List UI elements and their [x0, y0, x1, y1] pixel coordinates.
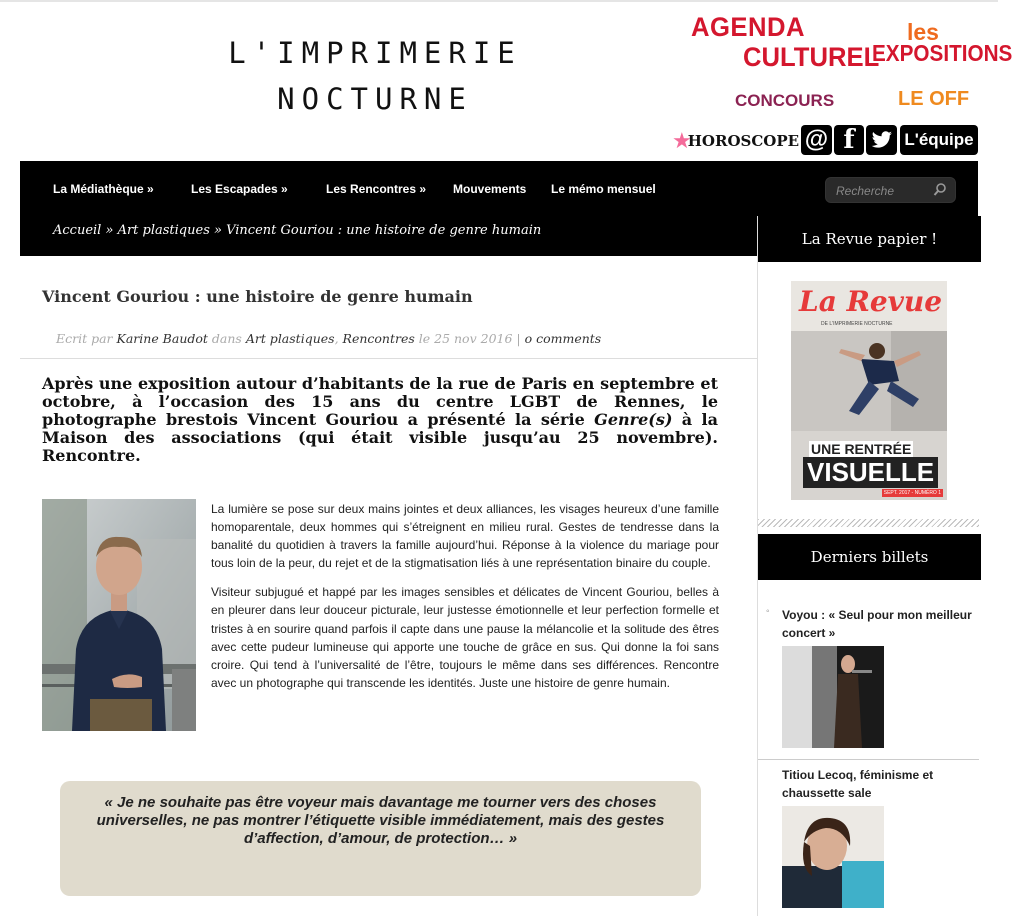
- search-input[interactable]: [836, 182, 936, 200]
- nav-item-memo-mensuel[interactable]: Le mémo mensuel: [551, 182, 656, 196]
- meta-comments-link[interactable]: o comments: [524, 331, 602, 346]
- twitter-bird-icon: [871, 131, 893, 149]
- concert-photo: [782, 646, 884, 748]
- le-off-link[interactable]: LE OFF: [898, 88, 970, 110]
- nav-item-escapades[interactable]: Les Escapades »: [191, 182, 288, 196]
- nav-item-mediatheque[interactable]: La Médiathèque »: [53, 182, 154, 196]
- revue-cover-line-1: UNE RENTRÉE: [811, 441, 912, 457]
- search-icon[interactable]: [933, 182, 947, 198]
- meta-comma: ,: [334, 331, 343, 346]
- author-photo: [782, 806, 884, 908]
- star-icon: ★: [672, 128, 692, 153]
- horoscope-label: HOROSCOPE: [687, 132, 800, 150]
- widget-divider: [758, 519, 979, 527]
- latest-post-title[interactable]: Voyou : « Seul pour mon meilleur concert »: [782, 608, 972, 640]
- logo-line-2: NOCTURNE: [277, 82, 473, 116]
- nav-item-rencontres[interactable]: Les Rencontres »: [326, 182, 427, 196]
- agenda-link-line-1[interactable]: AGENDA: [691, 12, 806, 42]
- article-title: Vincent Gouriou : une histoire de genre humain: [42, 287, 473, 306]
- article-lead: [42, 375, 718, 465]
- site-logo[interactable]: [205, 30, 545, 122]
- breadcrumb-separator: »: [209, 223, 227, 238]
- latest-post-title[interactable]: Titiou Lecoq, féminisme et chaussette sale: [782, 768, 934, 800]
- concours-link[interactable]: CONCOURS: [735, 91, 835, 110]
- expositions-link-line-1[interactable]: les: [907, 19, 939, 45]
- lead-text: à la Maison des associations (qui était visible jusqu’au 25 novembre). Rencontre.: [42, 410, 719, 465]
- post-separator: [758, 759, 979, 760]
- meta-author-link[interactable]: Karine Baudot: [116, 331, 208, 346]
- meta-in: dans: [207, 331, 246, 346]
- breadcrumb-category[interactable]: Art plastiques: [117, 223, 210, 238]
- article-body: [211, 500, 719, 703]
- facebook-icon[interactable]: f: [834, 125, 864, 155]
- article-photo: [42, 499, 196, 731]
- sidebar: [757, 216, 978, 916]
- article-meta: [56, 331, 601, 346]
- portrait-image: [42, 499, 196, 731]
- revue-cover[interactable]: [791, 281, 947, 500]
- latest-post-thumbnail[interactable]: [782, 646, 884, 748]
- breadcrumb-home[interactable]: Accueil: [53, 223, 102, 238]
- agenda-link-line-2[interactable]: CULTUREL: [743, 42, 880, 72]
- breadcrumb-current: Vincent Gouriou : une histoire de genre humain: [226, 223, 542, 238]
- search-box: [825, 177, 956, 203]
- expositions-link-line-2[interactable]: EXPOSITIONS: [872, 40, 1012, 66]
- twitter-icon[interactable]: [866, 125, 897, 155]
- revue-widget-title: La Revue papier !: [758, 216, 981, 262]
- bullet-icon: ◦: [766, 606, 770, 617]
- email-icon[interactable]: @: [801, 125, 832, 155]
- article-paragraph: La lumière se pose sur deux mains jointes et deux alliances, les visages heureux d’une famille homoparentale, deux hommes qui s’étreignent en milieu rural. Gestes de tendresse dans la banalité du quotidien à travers la famille aujourd’hui. Réponse à la violence du mariage pour tous loin de la peur, du rejet et de la stigmatisation liés à une représentation binaire du couple.: [211, 502, 719, 571]
- pull-quote: « Je ne souhaite pas être voyeur mais davantage me tourner vers des choses universelles, ne pas montrer l’étiquette visible immédiatement, mais des gestes d’affection, d’amour, de protection… »: [60, 781, 701, 896]
- meta-category-link[interactable]: Rencontres: [342, 331, 415, 346]
- nav-item-mouvements[interactable]: Mouvements: [453, 182, 527, 196]
- top-border: [0, 0, 998, 2]
- revue-cover-title: La Revue: [799, 285, 943, 318]
- lead-series-title: Genre(s): [594, 410, 673, 429]
- breadcrumb: [53, 223, 541, 238]
- meta-written-by: Ecrit par: [56, 331, 117, 346]
- revue-cover-subtitle: DE L'IMPRIMERIE NOCTURNE: [821, 321, 893, 327]
- horoscope-link[interactable]: [672, 128, 799, 154]
- lead-text: Après une exposition autour d’habitants de la rue de Paris en septembre et octobre, à l’occasion des 15 ans du centre LGBT de Rennes, le photographe brestois Vincent Gouriou a présenté la série: [42, 374, 718, 429]
- article-paragraph: Visiteur subjugué et happé par les images sensibles et délicates de Vincent Gouriou, belles à en pleurer dans leur douceur picturale, leur justesse émotionnelle et leur perfection formelle et tristes à en sourire quand parfois il capte dans une pause la mélancolie et la solitude des êtres avec cette pudeur lumineuse qui apporte une touche de grâce en sus. Qui donne la foi sans croire. Qui tend à l’universalité de l’être, toujours le même dans ses différences. Rencontre avec un photographe qui transcende les identités. Juste une histoire de genre humain.: [211, 585, 719, 690]
- latest-post-thumbnail[interactable]: [782, 806, 884, 908]
- revue-cover-line-2: VISUELLE: [803, 457, 938, 488]
- latest-posts-widget-title: Derniers billets: [758, 534, 981, 580]
- logo-line-1: L'IMPRIMERIE: [228, 36, 522, 70]
- breadcrumb-separator: »: [101, 223, 118, 238]
- meta-divider: [20, 358, 757, 359]
- revue-cover-issue: SEPT. 2017 - NUMÉRO 1: [883, 490, 941, 496]
- meta-date: le 25 nov 2016 |: [414, 331, 525, 346]
- meta-category-link[interactable]: Art plastiques: [245, 331, 335, 346]
- equipe-link[interactable]: L'équipe: [900, 125, 978, 155]
